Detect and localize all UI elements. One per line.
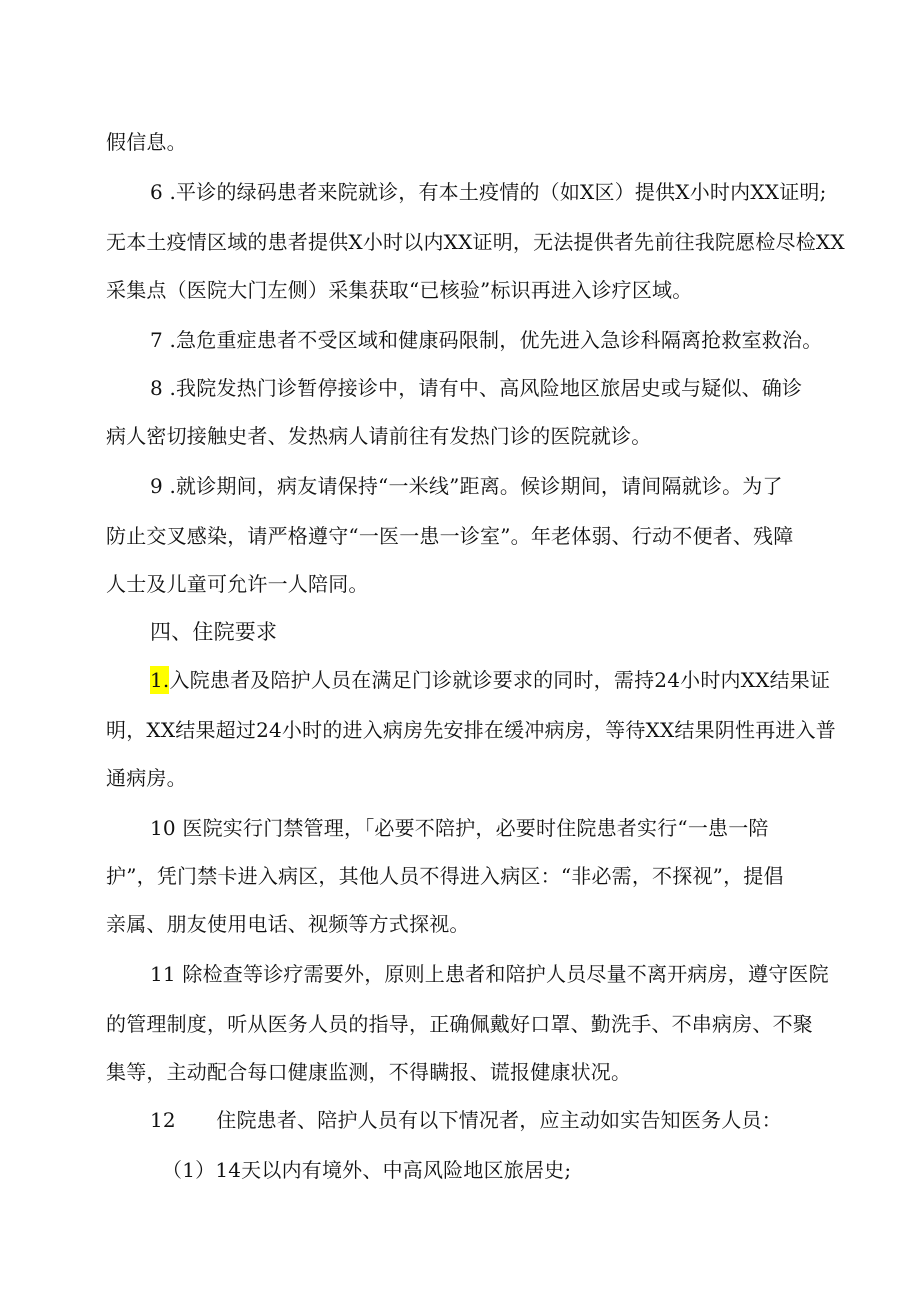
item-6-line-1: 6 .平诊的绿码患者来院就诊，有本土疫情的（如X区）提供X小时内XX证明; — [150, 180, 827, 204]
item-11-line-2: 的管理制度，听从医务人员的指导，正确佩戴好口罩、勤洗手、不串病房、不聚 — [106, 1012, 813, 1036]
item-6-line-3: 采集点（医院大门左侧）采集获取“已核验”标识再进入诊疗区域。 — [106, 278, 693, 302]
item-11-line-3: 集等，主动配合每口健康监测，不得瞒报、谎报健康状况。 — [106, 1060, 632, 1084]
section-heading-inpatient: 四、住院要求 — [150, 620, 278, 644]
item-1-line-1 — [150, 666, 830, 694]
item-10-line-3: 亲属、朋友使用电话、视频等方式探视。 — [106, 912, 470, 936]
item-12-sub-1: （1）14天以内有境外、中高风险地区旅居史; — [162, 1158, 572, 1182]
item-10-line-1: 10 医院实行门禁管理，「必要不陪护，必要时住院患者实行“一患一陪 — [150, 816, 769, 840]
item-11-line-1: 11 除检查等诊疗需要外，原则上患者和陪护人员尽量不离开病房，遵守医院 — [150, 962, 829, 986]
text-line-continuation: 假信息。 — [106, 130, 187, 154]
item-9-line-1: 9 .就诊期间，病友请保持“一米线”距离。候诊期间，请间隔就诊。为了 — [150, 474, 783, 498]
item-1-line-3: 通病房。 — [106, 766, 187, 790]
item-1-text: 入院患者及陪护人员在满足门诊就诊要求的同时，需持24小时内XX结果证 — [169, 668, 831, 692]
item-9-line-2: 防止交叉感染，请严格遵守“一医一患一诊室”。年老体弱、行动不便者、残障 — [106, 524, 794, 548]
item-1-line-2: 明，XX结果超过24小时的进入病房先安排在缓冲病房，等待XX结果阴性再进入普 — [106, 718, 837, 742]
item-10-line-2: 护”，凭门禁卡进入病区，其他人员不得进入病区：“非必需，不探视”，提倡 — [106, 864, 784, 888]
item-1-number-highlight: 1. — [150, 668, 170, 692]
item-9-line-3: 人士及儿童可允许一人陪同。 — [106, 572, 369, 596]
item-8-line-1: 8 .我院发热门诊暂停接诊中，请有中、高风险地区旅居史或与疑似、确诊 — [150, 376, 803, 400]
item-12-line-1: 12 住院患者、陪护人员有以下情况者，应主动如实告知医务人员： — [150, 1108, 782, 1132]
item-7-line-1: 7 .急危重症患者不受区域和健康码限制，优先进入急诊科隔离抢救室救治。 — [150, 328, 823, 352]
item-8-line-2: 病人密切接触史者、发热病人请前往有发热门诊的医院就诊。 — [106, 424, 652, 448]
item-6-line-2: 无本土疫情区域的患者提供X小时以内XX证明，无法提供者先前往我院愿检尽检XX — [106, 230, 845, 254]
